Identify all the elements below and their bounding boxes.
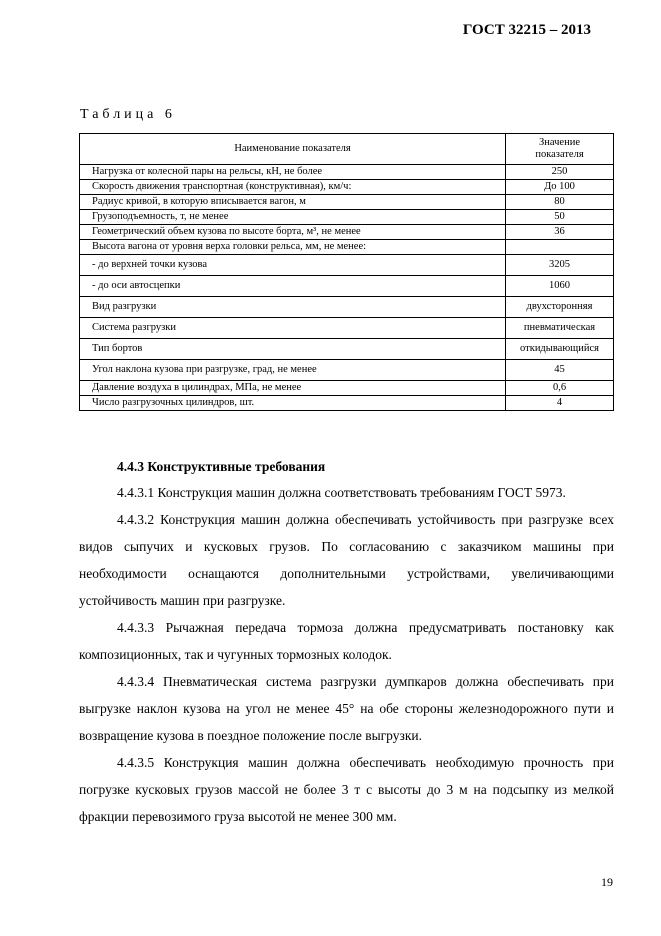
- table-row: [80, 225, 614, 240]
- row-name: Число разгрузочных цилиндров, шт.: [80, 396, 506, 411]
- table-row: [80, 195, 614, 210]
- table-row: [80, 180, 614, 195]
- table-header-row: [80, 134, 614, 165]
- table-caption: Таблица 6: [80, 107, 176, 122]
- paragraph: 4.4.3.4 Пневматическая система разгрузки думпкаров должна обеспечивать при выгрузке наклон кузова на угол не менее 45° на обе стороны железнодорожного пути и возвращение кузова в поездное положение после выгрузки.: [79, 674, 614, 743]
- table-row: [80, 276, 614, 297]
- row-name: Тип бортов: [80, 339, 506, 360]
- row-name: - до верхней точки кузова: [80, 255, 506, 276]
- row-value: 45: [506, 360, 614, 381]
- row-value: 3205: [506, 255, 614, 276]
- table-row: [80, 396, 614, 411]
- row-value: откидывающийся: [506, 339, 614, 360]
- row-value: пневматическая: [506, 318, 614, 339]
- paragraph: 4.4.3.3 Рычажная передача тормоза должна предусматривать постановку как композиционных, так и чугунных тормозных колодок.: [79, 620, 614, 662]
- row-value: 250: [506, 165, 614, 180]
- specifications-table: [79, 133, 614, 411]
- row-name: Радиус кривой, в которую вписывается вагон, м: [80, 195, 506, 210]
- table-row: [80, 297, 614, 318]
- row-value: 4: [506, 396, 614, 411]
- row-value: 0,6: [506, 381, 614, 396]
- row-name: Вид разгрузки: [80, 297, 506, 318]
- row-name: Давление воздуха в цилиндрах, МПа, не менее: [80, 381, 506, 396]
- paragraph: 4.4.3.1 Конструкция машин должна соответствовать требованиям ГОСТ 5973.: [117, 485, 566, 500]
- row-name: Угол наклона кузова при разгрузке, град, не менее: [80, 360, 506, 381]
- page-number: 19: [601, 875, 613, 889]
- row-value: До 100: [506, 180, 614, 195]
- table-row: [80, 339, 614, 360]
- row-value: [506, 240, 614, 255]
- table-row: [80, 240, 614, 255]
- row-name: Грузоподъемность, т, не менее: [80, 210, 506, 225]
- table-row: [80, 210, 614, 225]
- document-code: ГОСТ 32215 – 2013: [462, 22, 591, 38]
- row-name: - до оси автосцепки: [80, 276, 506, 297]
- paragraph: 4.4.3.5 Конструкция машин должна обеспечивать необходимую прочность при погрузке кусковых грузов массой не более 3 т с высоты до 3 м на подсыпку из мелкой фракции перевозимого груза высотой не менее 300 мм.: [79, 755, 614, 824]
- row-value: двухсторонняя: [506, 297, 614, 318]
- section-heading: 4.4.3 Конструктивные требования: [117, 459, 326, 474]
- row-value: 50: [506, 210, 614, 225]
- table-row: [80, 381, 614, 396]
- paragraph: 4.4.3.2 Конструкция машин должна обеспечивать устойчивость при разгрузке всех видов сыпучих и кусковых грузов. По согласованию с заказчиком машины при необходимости оснащаются дополнительными устройствами, увеличивающими устойчивость машин при разгрузке.: [79, 512, 614, 608]
- table-row: [80, 165, 614, 180]
- column-header-name: Наименование показателя: [80, 134, 506, 165]
- section-body: [79, 455, 614, 830]
- row-name: Высота вагона от уровня верха головки рельса, мм, не менее:: [80, 240, 506, 255]
- row-value: 1060: [506, 276, 614, 297]
- row-name: Нагрузка от колесной пары на рельсы, кН, не более: [80, 165, 506, 180]
- row-name: Система разгрузки: [80, 318, 506, 339]
- table-row: [80, 360, 614, 381]
- column-header-value: Значение показателя: [506, 134, 614, 165]
- row-name: Скорость движения транспортная (конструктивная), км/ч:: [80, 180, 506, 195]
- row-name: Геометрический объем кузова по высоте борта, м³, не менее: [80, 225, 506, 240]
- row-value: 36: [506, 225, 614, 240]
- table-row: [80, 255, 614, 276]
- row-value: 80: [506, 195, 614, 210]
- table-row: [80, 318, 614, 339]
